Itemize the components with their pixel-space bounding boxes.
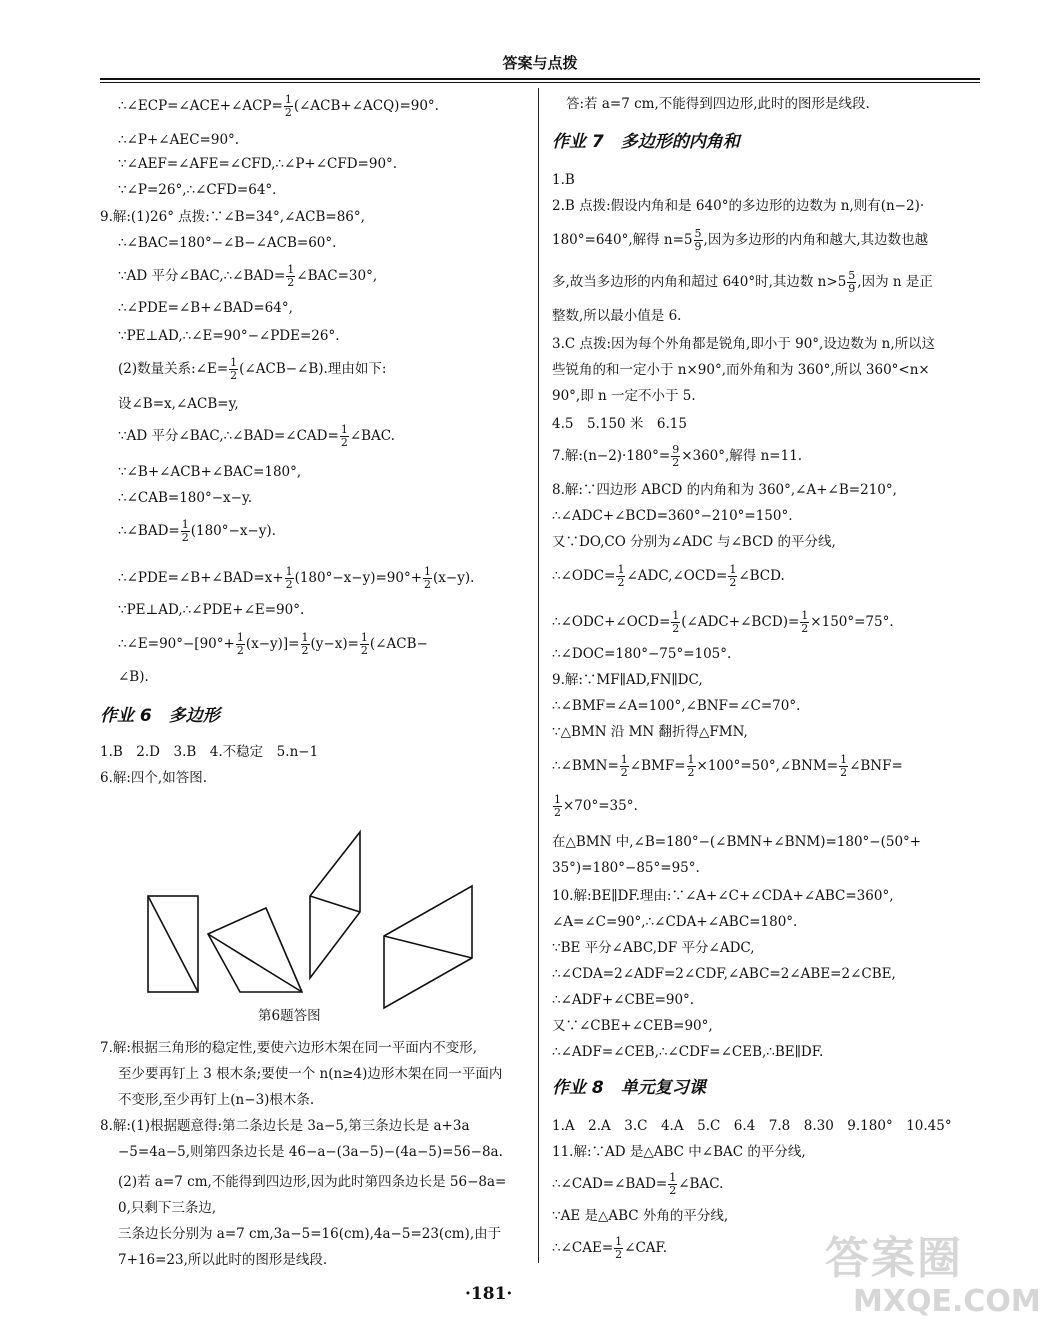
text-line: 答:若 a=7 cm,不能得到四边形,此时的图形是线段.	[566, 96, 870, 112]
fraction: $\frac{1}{2}$	[729, 563, 737, 589]
section-title-8: 作业 8 单元复习课	[552, 1078, 706, 1098]
text-line: ∴∠CAD=∠BAD= $\frac{1}{2}$ ∠BAC.	[552, 1171, 724, 1197]
fraction: $\frac{1}{2}$	[230, 356, 238, 382]
text-line: ∵AD 平分∠BAC,∴∠BAD=∠CAD= $\frac{1}{2}$ ∠BAC.	[118, 423, 395, 449]
text-line: 设∠B=x,∠ACB=y,	[118, 396, 239, 412]
text-line: 35°)=180°−85°=95°.	[552, 860, 700, 876]
text-line: 11.解:∵AD 是△ABC 中∠BAC 的平分线,	[552, 1144, 806, 1160]
fraction: $\frac{1}{2}$	[285, 565, 293, 591]
fraction: $\frac{1}{2}$	[620, 753, 628, 779]
fraction: $\frac{1}{2}$	[287, 263, 295, 289]
text-line: 9.解:(1)26° 点拨:∵∠B=34°,∠ACB=86°,	[100, 209, 365, 225]
fraction: $\frac{1}{2}$	[669, 1171, 677, 1197]
text-line: ∴∠DOC=180°−75°=105°.	[552, 646, 732, 662]
text-line: ∵PE⊥AD,∴∠E=90°−∠PDE=26°.	[118, 328, 340, 344]
page-header: 答案与点拨	[502, 54, 578, 72]
text-line: 1.B	[552, 172, 575, 188]
text-line: ∵∠P=26°,∴∠CFD=64°.	[118, 182, 277, 198]
text-line: 2.B 点拨:假设内角和是 640°的多边形的边数为 n,则有(n−2)·	[552, 198, 925, 214]
fraction: $\frac{5}{9}$	[694, 227, 702, 253]
fraction: $\frac{1}{2}$	[301, 631, 309, 657]
text-line: ∴∠BMF=∠A=100°,∠BNF=∠C=70°.	[552, 698, 801, 714]
shape-kite	[208, 908, 302, 992]
text-line: 又∵DO,CO 分别为∠ADC 与∠BCD 的平分线,	[552, 534, 836, 550]
text-line: ∴∠PDE=∠B+∠BAD=x+ $\frac{1}{2}$ (180°−x−y)=90°+ $\frac{1}{2}$ (x−y).	[118, 565, 475, 591]
text-line: 些锐角的和一定小于 n×90°,而外角和为 360°,所以 360°<n×	[552, 362, 930, 378]
text-line: 0,只剩下三条边,	[118, 1200, 217, 1216]
text-line: 4.5 5.150 米 6.15	[552, 416, 687, 432]
text-line: 7+16=23,所以此时的图形是线段.	[118, 1252, 328, 1268]
text-line: ∴∠ADC+∠BCD=360°−210°=150°.	[552, 508, 793, 524]
text-line: ∴∠BAC=180°−∠B−∠ACB=60°.	[118, 235, 337, 251]
fraction: $\frac{1}{2}$	[687, 753, 695, 779]
text-line: 三条边长分别为 a=7 cm,3a−5=16(cm),4a−5=23(cm),由于	[118, 1226, 502, 1242]
text-line: ∴∠ADF+∠CBE=90°.	[552, 992, 695, 1008]
text-line: 9.解:∵MF∥AD,FN∥DC,	[552, 672, 703, 688]
text-line: 7.解:(n−2)·180°= $\frac{9}{2}$ ×360°,解得 n=11.	[552, 443, 803, 469]
fraction: $\frac{5}{9}$	[848, 269, 856, 295]
fraction: $\frac{1}{2}$	[360, 631, 368, 657]
shape-diagonal	[310, 896, 360, 912]
text-line: ∠A=∠C=90°,∴∠CDA+∠ABC=180°.	[552, 914, 798, 930]
shape-diagonal	[208, 934, 302, 992]
text-line: 整数,所以最小值是 6.	[552, 308, 682, 324]
text-line: 8.解:(1)根据题意得:第二条边长是 3a−5,第三条边长是 a+3a	[100, 1118, 470, 1134]
shape-parallelogram	[310, 832, 360, 978]
watermark-logo	[815, 1222, 1041, 1334]
text-line: ∴∠CAE= $\frac{1}{2}$ ∠CAF.	[552, 1235, 668, 1261]
text-line: ∵∠AEF=∠AFE=∠CFD,∴∠P+∠CFD=90°.	[118, 156, 398, 172]
text-line: 1.A 2.A 3.C 4.A 5.C 6.4 7.8 8.30 9.180° 10.45°	[552, 1118, 952, 1134]
header-rule-thin	[100, 82, 980, 83]
text-line: 8.解:∵四边形 ABCD 的内角和为 360°,∠A+∠B=210°,	[552, 482, 897, 498]
section-title-6: 作业 6 多边形	[100, 706, 220, 726]
fraction: $\frac{1}{2}$	[672, 609, 680, 635]
fraction: $\frac{1}{2}$	[840, 753, 848, 779]
fraction: $\frac{1}{2}$	[284, 93, 292, 119]
text-line: 90°,即 n 一定不小于 5.	[552, 388, 696, 404]
text-line: 在△BMN 中,∠B=180°−(∠BMN+∠BNM)=180°−(50°+	[552, 834, 922, 850]
text-line: ∠B).	[118, 669, 149, 685]
text-line: (2)数量关系:∠E= $\frac{1}{2}$ (∠ACB−∠B).理由如下:	[118, 356, 387, 382]
text-line: 6.解:四个,如答图.	[100, 770, 208, 786]
page-number: ·181·	[465, 1284, 513, 1304]
column-divider	[538, 88, 539, 1263]
text-line: ∵AE 是△ABC 外角的平分线,	[552, 1208, 729, 1224]
text-line: ∵AD 平分∠BAC,∴∠BAD= $\frac{1}{2}$ ∠BAC=30°,	[118, 263, 378, 289]
text-line: ∴∠CDA=2∠ADF=2∠CDF,∠ABC=2∠ABE=2∠CBE,	[552, 966, 896, 982]
fraction: $\frac{1}{2}$	[801, 609, 809, 635]
text-line: 至少要再钉上 3 根木条;要使一个 n(n≥4)边形木架在同一平面内	[118, 1066, 503, 1082]
text-line: ∴∠E=90°−[90°+ $\frac{1}{2}$ (x−y)]= $\frac{1}{2}$ (y−x)= $\frac{1}{2}$ (∠ACB−	[118, 631, 428, 657]
text-line: 多,故当多边形的内角和超过 640°时,其边数 n>5 $\frac{5}{9}$ ,因为 n 是正	[552, 269, 933, 295]
text-line: ∵△BMN 沿 MN 翻折得△FMN,	[552, 724, 748, 740]
watermark-url: MXQE.COM	[853, 1284, 1041, 1319]
figure-caption: 第6题答图	[258, 1008, 321, 1024]
quadrilateral-figure	[140, 830, 480, 1000]
text-line: ∴∠ODC= $\frac{1}{2}$ ∠ADC,∠OCD= $\frac{1}{2}$ ∠BCD.	[552, 563, 785, 589]
fraction: $\frac{1}{2}$	[554, 793, 561, 819]
text-line: $\frac{1}{2}$ ×70°=35°.	[554, 793, 638, 819]
text-line: ∴∠BAD= $\frac{1}{2}$ (180°−x−y).	[118, 518, 276, 544]
text-line: ∴∠BMN= $\frac{1}{2}$ ∠BMF= $\frac{1}{2}$ ×100°=50°,∠BNM= $\frac{1}{2}$ ∠BNF=	[552, 753, 903, 779]
fraction: $\frac{1}{2}$	[340, 423, 348, 449]
fraction: $\frac{1}{2}$	[424, 565, 432, 591]
text-line: 3.C 点拨:因为每个外角都是锐角,即小于 90°,设边数为 n,所以这	[552, 336, 936, 352]
text-line: ∴∠ECP=∠ACE+∠ACP= $\frac{1}{2}$ (∠ACB+∠ACQ)=90°.	[118, 93, 439, 119]
fraction: $\frac{1}{2}$	[615, 1235, 623, 1261]
text-line: ∴∠ODC+∠OCD= $\frac{1}{2}$ (∠ADC+∠BCD)= $\frac{1}{2}$ ×150°=75°.	[552, 609, 894, 635]
text-line: (2)若 a=7 cm,不能得到四边形,因为此时第四条边长是 56−8a=	[118, 1174, 507, 1190]
text-line: ∴∠P+∠AEC=90°.	[118, 132, 240, 148]
fraction: $\frac{1}{2}$	[236, 631, 244, 657]
section-title-7: 作业 7 多边形的内角和	[552, 132, 740, 152]
text-line: 又∵∠CBE+∠CEB=90°,	[552, 1018, 713, 1034]
text-line: ∵∠B+∠ACB+∠BAC=180°,	[118, 464, 302, 480]
text-line: −5=4a−5,则第四条边长是 46−a−(3a−5)−(4a−5)=56−8a.	[118, 1144, 503, 1160]
text-line: 7.解:根据三角形的稳定性,要使六边形木架在同一平面内不变形,	[100, 1040, 478, 1056]
text-line: ∴∠CAB=180°−x−y.	[118, 490, 253, 506]
text-line: ∴∠ADF=∠CEB,∴∠CDF=∠CEB,∴BE∥DF.	[552, 1044, 824, 1060]
fraction: $\frac{1}{2}$	[181, 518, 189, 544]
text-line: 10.解:BE∥DF.理由:∵∠A+∠C+∠CDA+∠ABC=360°,	[552, 888, 894, 904]
text-line: 180°=640°,解得 n=5 $\frac{5}{9}$ ,因为多边形的内角和越大,其边数也越	[552, 227, 929, 253]
shape-diagonal	[384, 936, 472, 958]
text-line: ∴∠PDE=∠B+∠BAD=64°,	[118, 300, 293, 316]
fraction: $\frac{1}{2}$	[617, 563, 625, 589]
text-line: ∵BE 平分∠ABC,DF 平分∠ADC,	[552, 940, 755, 956]
text-line: 1.B 2.D 3.B 4.不稳定 5.n−1	[100, 744, 319, 760]
fraction: $\frac{9}{2}$	[672, 443, 680, 469]
shape-diagonal	[148, 896, 198, 992]
text-line: ∵PE⊥AD,∴∠PDE+∠E=90°.	[118, 602, 305, 618]
text-line: 不变形,至少再钉上(n−3)根木条.	[118, 1092, 315, 1108]
watermark-text: 答案圈	[825, 1233, 963, 1284]
header-rule	[100, 78, 980, 80]
